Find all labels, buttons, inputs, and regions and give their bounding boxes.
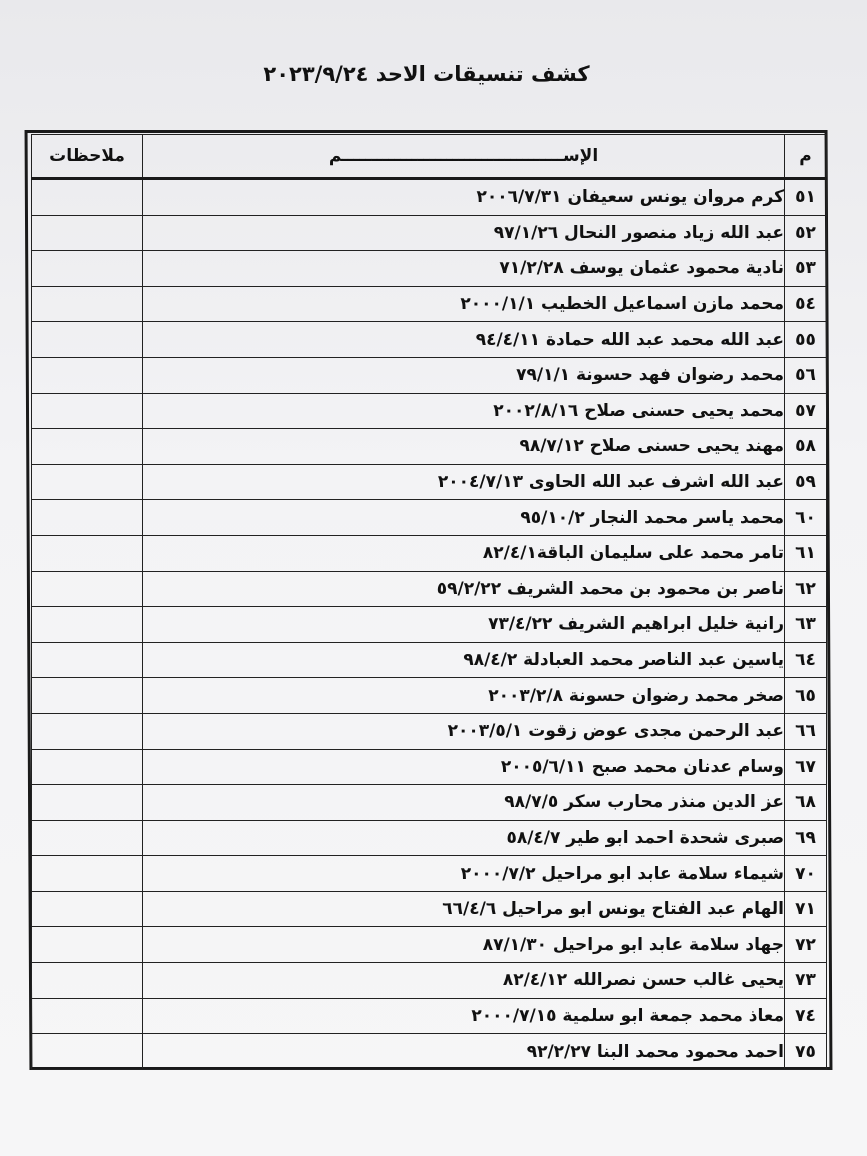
row-notes — [32, 963, 143, 999]
row-number: ٥١ — [785, 179, 827, 216]
table-row — [32, 322, 827, 358]
row-notes — [32, 607, 143, 643]
row-name: تامر محمد على سليمان الباقة٨٢/٤/١ — [143, 535, 785, 571]
table-row — [32, 713, 827, 749]
header-notes: ملاحظات — [32, 135, 143, 179]
row-number: ٥٧ — [785, 393, 827, 429]
table-row — [32, 464, 827, 500]
row-number: ٦٩ — [785, 820, 827, 856]
row-notes — [32, 322, 143, 358]
row-name: مهند يحيى حسنى صلاح ٩٨/٧/١٢ — [143, 429, 785, 465]
row-name: شيماء سلامة عابد ابو مراحيل ٢٠٠٠/٧/٢ — [143, 856, 785, 892]
table-row — [32, 535, 827, 571]
row-name: صخر محمد رضوان حسونة ٢٠٠٣/٢/٨ — [143, 678, 785, 714]
row-notes — [32, 713, 143, 749]
table-row — [32, 607, 827, 643]
row-name: عبد الله محمد عبد الله حمادة ٩٤/٤/١١ — [143, 322, 785, 358]
table-row — [32, 891, 827, 927]
row-number: ٥٨ — [785, 429, 827, 465]
table-row — [32, 1034, 827, 1070]
table-row — [32, 678, 827, 714]
row-number: ٦٠ — [785, 500, 827, 536]
row-name: نادية محمود عثمان يوسف ٧١/٢/٢٨ — [143, 251, 785, 287]
row-name: كرم مروان يونس سعيفان ٢٠٠٦/٧/٣١ — [143, 179, 785, 216]
row-number: ٦٦ — [785, 713, 827, 749]
row-notes — [32, 179, 143, 216]
row-name: عبد الله زياد منصور النحال ٩٧/١/٢٦ — [143, 215, 785, 251]
row-name: محمد ياسر محمد النجار ٩٥/١٠/٢ — [143, 500, 785, 536]
row-number: ٧٣ — [785, 963, 827, 999]
row-number: ٥٦ — [785, 357, 827, 393]
row-notes — [32, 856, 143, 892]
table-row — [32, 749, 827, 785]
row-notes — [32, 464, 143, 500]
row-name: عبد الرحمن مجدى عوض زقوت ٢٠٠٣/٥/١ — [143, 713, 785, 749]
row-number: ٥٩ — [785, 464, 827, 500]
row-name: عز الدين منذر محارب سكر ٩٨/٧/٥ — [143, 785, 785, 821]
row-notes — [32, 1034, 143, 1070]
row-name: احمد محمود محمد البنا ٩٢/٢/٢٧ — [143, 1034, 785, 1070]
row-number: ٥٤ — [785, 286, 827, 322]
row-name: وسام عدنان محمد صبح ٢٠٠٥/٦/١١ — [143, 749, 785, 785]
table-row — [32, 927, 827, 963]
document-title: كشف تنسيقات الاحد ٢٠٢٣/٩/٢٤ — [263, 62, 590, 86]
row-name: الهام عبد الفتاح يونس ابو مراحيل ٦٦/٤/٦ — [143, 891, 785, 927]
row-name: يحيى غالب حسن نصرالله ٨٢/٤/١٢ — [143, 963, 785, 999]
table-row — [32, 963, 827, 999]
names-table — [31, 134, 827, 1070]
row-number: ٧٠ — [785, 856, 827, 892]
row-name: محمد رضوان فهد حسونة ٧٩/١/١ — [143, 357, 785, 393]
table-row — [32, 820, 827, 856]
table-body — [32, 179, 827, 1070]
header-name: الإســــــــــــــــــــــــــــــــــــــم — [143, 135, 785, 179]
row-notes — [32, 571, 143, 607]
row-number: ٦٥ — [785, 678, 827, 714]
table-row — [32, 286, 827, 322]
row-number: ٥٣ — [785, 251, 827, 287]
row-name: صبرى شحدة احمد ابو طير ٥٨/٤/٧ — [143, 820, 785, 856]
table-row — [32, 856, 827, 892]
row-name: محمد مازن اسماعيل الخطيب ٢٠٠٠/١/١ — [143, 286, 785, 322]
table-header-row — [32, 135, 827, 179]
table-row — [32, 215, 827, 251]
row-name: رانية خليل ابراهيم الشريف ٧٣/٤/٢٢ — [143, 607, 785, 643]
row-number: ٦١ — [785, 535, 827, 571]
row-name: ياسين عبد الناصر محمد العبادلة ٩٨/٤/٢ — [143, 642, 785, 678]
row-number: ٥٢ — [785, 215, 827, 251]
row-notes — [32, 535, 143, 571]
table-row — [32, 785, 827, 821]
header-number: م — [785, 135, 827, 179]
row-name: محمد يحيى حسنى صلاح ٢٠٠٢/٨/١٦ — [143, 393, 785, 429]
row-number: ٧٥ — [785, 1034, 827, 1070]
row-number: ٦٧ — [785, 749, 827, 785]
table-row — [32, 571, 827, 607]
row-number: ٦٣ — [785, 607, 827, 643]
row-number: ٦٢ — [785, 571, 827, 607]
table-row — [32, 357, 827, 393]
table-row — [32, 251, 827, 287]
row-notes — [32, 500, 143, 536]
row-notes — [32, 678, 143, 714]
row-notes — [32, 251, 143, 287]
row-number: ٧٢ — [785, 927, 827, 963]
row-name: عبد الله اشرف عبد الله الحاوى ٢٠٠٤/٧/١٣ — [143, 464, 785, 500]
row-notes — [32, 891, 143, 927]
row-notes — [32, 927, 143, 963]
table-row — [32, 393, 827, 429]
row-number: ٧٤ — [785, 998, 827, 1034]
table-row — [32, 642, 827, 678]
row-notes — [32, 357, 143, 393]
row-notes — [32, 820, 143, 856]
row-number: ٦٤ — [785, 642, 827, 678]
row-name: ناصر بن محمود بن محمد الشريف ٥٩/٢/٢٢ — [143, 571, 785, 607]
table-row — [32, 429, 827, 465]
row-notes — [32, 215, 143, 251]
table-row — [32, 500, 827, 536]
row-notes — [32, 785, 143, 821]
row-number: ٦٨ — [785, 785, 827, 821]
row-notes — [32, 749, 143, 785]
row-number: ٧١ — [785, 891, 827, 927]
row-notes — [32, 642, 143, 678]
row-notes — [32, 393, 143, 429]
row-number: ٥٥ — [785, 322, 827, 358]
table-row — [32, 998, 827, 1034]
table-row — [32, 179, 827, 216]
row-name: معاذ محمد جمعة ابو سلمية ٢٠٠٠/٧/١٥ — [143, 998, 785, 1034]
row-name: جهاد سلامة عابد ابو مراحيل ٨٧/١/٣٠ — [143, 927, 785, 963]
row-notes — [32, 429, 143, 465]
row-notes — [32, 286, 143, 322]
row-notes — [32, 998, 143, 1034]
